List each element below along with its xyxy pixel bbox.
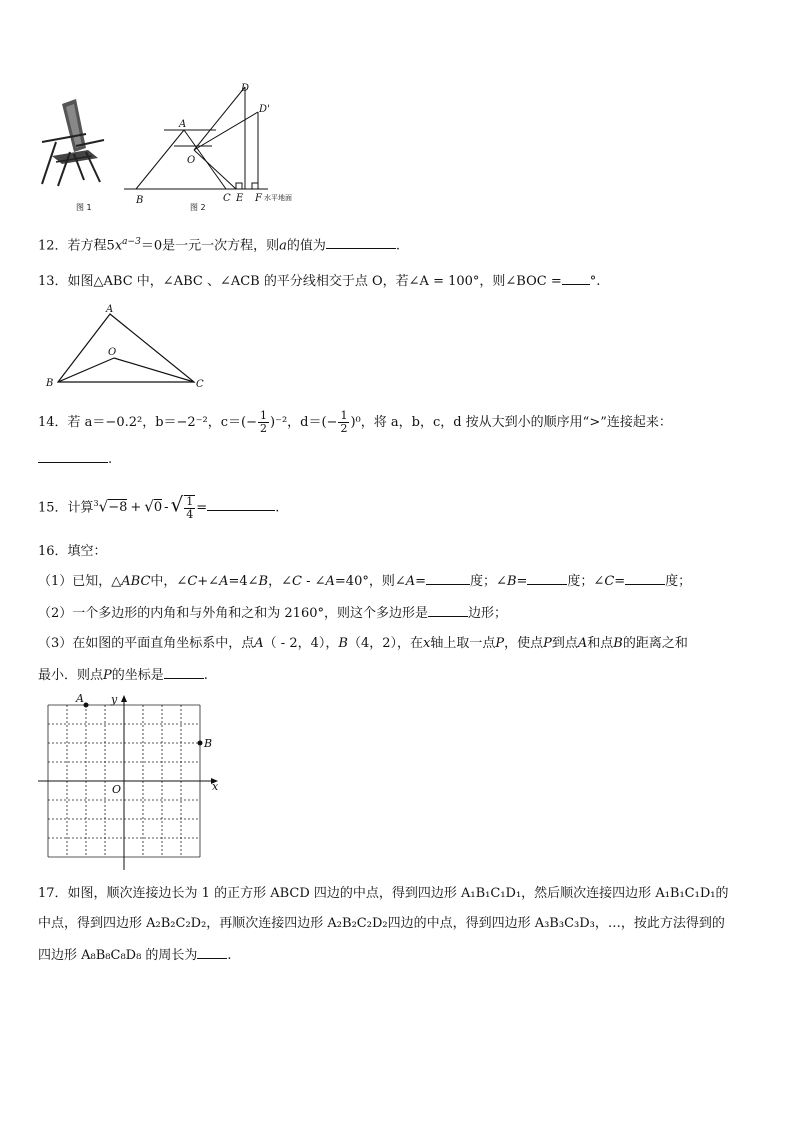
label-A: A [106, 304, 114, 315]
question-17-line-2: 中点，得到四边形 A₂B₂C₂D₂，再顺次连接四边形 A₂B₂C₂D₂四边的中点，得到四边形 A₃B₃C₃D₃，…，按此方法得到的 [38, 916, 725, 931]
question-16-title: 16．填空： [38, 544, 107, 559]
answer-blank[interactable] [326, 234, 396, 249]
label-A: A [179, 119, 187, 130]
question-13: 13．如图△ABC 中，∠ABC 、∠ACB 的平分线相交于点 O，若∠A = 100°，则∠BOC = °. [38, 270, 600, 292]
question-16-part-2: （2）一个多边形的内角和与外角和之和为 2160°，则这个多边形是 边形； [38, 602, 507, 624]
question-14: 14．若 a＝−0.2²，b＝−2⁻²，c＝(− $\frac{1}{2}$ )⁻²，d＝(− $\frac{1}{2}$ )⁰，将 a，b，c，d 按从大到小的顺序用“>”连接起来： [38, 409, 672, 435]
label-E: E [236, 193, 244, 204]
label-origin: O [112, 783, 122, 796]
fraction-one-half: $\frac{1}{2}$ [340, 409, 348, 435]
chair-illustration [42, 99, 104, 186]
point-A [84, 703, 89, 708]
answer-blank[interactable] [428, 602, 468, 617]
fig2-caption: 图 2 [190, 203, 206, 212]
y-axis-arrow-icon [121, 695, 127, 702]
label-y: y [111, 693, 118, 706]
question-12: 12．若方程$5x^{a-3}=0$是一元一次方程，则a的值为 . [38, 232, 400, 256]
chair-figures [36, 82, 292, 216]
label-O: O [187, 155, 196, 166]
answer-blank[interactable] [164, 664, 204, 679]
chair-geometry-diagram [124, 87, 268, 189]
label-O: O [108, 347, 117, 358]
question-16-part-3-cont: 最小．则点P的坐标是 . [38, 664, 208, 686]
answer-blank[interactable] [38, 448, 108, 463]
label-F: F [255, 193, 262, 204]
question-17-line-3: 四边形 A₈B₈C₈D₈ 的周长为 . [38, 944, 232, 966]
question-16-part-1: （1）已知，△ABC中，∠C+∠A=4∠B，∠C - ∠A=40°，则∠A= 度；∠B= 度；∠C= 度； [38, 570, 691, 592]
fraction-one-half: $\frac{1}{2}$ [260, 409, 268, 435]
answer-blank[interactable] [562, 270, 590, 285]
question-16-part-3: （3）在如图的平面直角坐标系中，点A（ - 2，4），B（4，2），在x轴上取一点P，使点P到点A和点B的距离之和 [38, 636, 688, 651]
question-15: 15．计算$^3$√−8 + √0 - √ $\frac{1}{4}$ = . [38, 492, 280, 521]
label-x: x [212, 780, 219, 793]
answer-blank[interactable] [207, 496, 275, 511]
fraction-one-quarter: $\frac{1}{4}$ [186, 494, 194, 521]
question-17-line-1: 17．如图，顺次连接边长为 1 的正方形 ABCD 四边的中点，得到四边形 A₁B₁C₁D₁，然后顺次连接四边形 A₁B₁C₁D₁的 [38, 886, 729, 901]
answer-blank[interactable] [625, 570, 665, 585]
coordinate-grid [36, 690, 226, 872]
label-C: C [223, 193, 231, 204]
label-B: B [136, 195, 144, 206]
fig1-caption: 图 1 [76, 203, 92, 212]
answer-blank[interactable] [527, 570, 567, 585]
answer-blank[interactable] [426, 570, 470, 585]
label-A: A [76, 692, 84, 705]
label-D: D [241, 83, 250, 94]
label-B: B [46, 378, 54, 389]
question-14-answer: . [38, 448, 112, 470]
ground-label: 水平地面 [264, 194, 292, 202]
label-D-prime: D' [259, 104, 270, 115]
point-B [198, 741, 203, 746]
label-B: B [204, 737, 213, 750]
triangle-figure [38, 302, 218, 392]
label-C: C [196, 379, 204, 390]
answer-blank[interactable] [197, 944, 227, 959]
